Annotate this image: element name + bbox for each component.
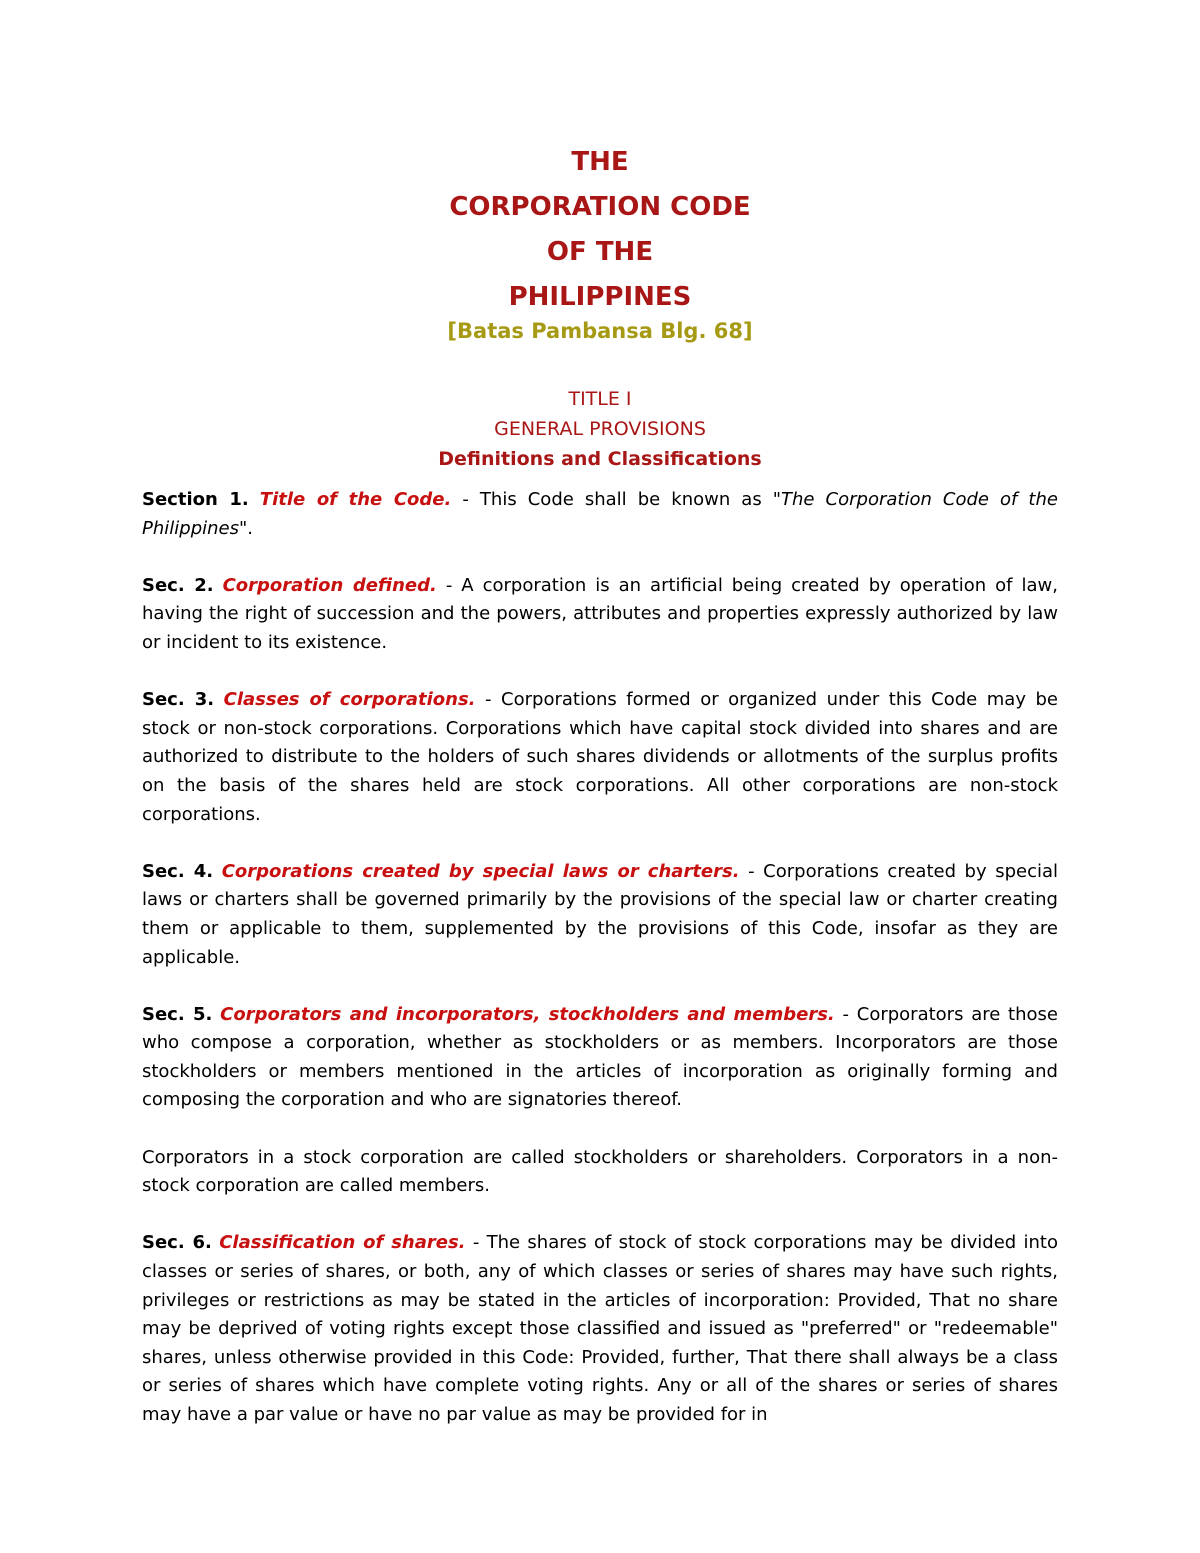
section-label: Sec. 2. (142, 574, 214, 596)
title-line-4: PHILIPPINES (508, 282, 692, 312)
section-4 (142, 858, 1058, 972)
section-text: - The shares of stock of stock corporations may be divided into classes or series of shares, or both, any of which classes or series of shares may have such rights, privileges or restrictions as may be stated in the articles of incorporation: Provided, That no share may be deprived of voting rights except those classified and issued as "preferred" or "redeemable" shares, unless otherwise provided in this Code: Provided, further, That there shall always be a class or series of shares which have complete voting rights. Any or all of the shares or series of shares may have a par value or have no par value as may be provided for in (142, 1232, 1058, 1425)
section-label: Sec. 6. (142, 1232, 212, 1254)
title-line-2: CORPORATION CODE (449, 192, 751, 222)
section-6 (142, 1229, 1058, 1429)
quoted-code-name: The Corporation Code of the Philippines (142, 489, 1058, 539)
section-3 (142, 686, 1058, 829)
title-name: GENERAL PROVISIONS (494, 418, 706, 440)
title-block (0, 384, 1200, 474)
title-number: TITLE I (568, 388, 632, 410)
section-1 (142, 486, 1058, 543)
document-header (0, 140, 1200, 474)
section-label: Sec. 5. (142, 1003, 213, 1025)
section-2 (142, 572, 1058, 658)
section-label: Section 1. (142, 489, 249, 510)
title-line-3: OF THE (546, 237, 654, 267)
section-heading: Corporators and incorporators, stockholders and members. (220, 1003, 835, 1025)
section-label: Sec. 3. (142, 689, 215, 711)
section-5 (142, 1001, 1058, 1115)
section-heading: Corporations created by special laws or charters. (221, 860, 740, 882)
section-heading: Corporation defined. (222, 574, 437, 596)
section-label: Sec. 4. (142, 860, 214, 882)
chapter-name: Definitions and Classifications (438, 448, 762, 470)
section-text: - This Code shall be known as " (451, 489, 782, 510)
section-text: - Corporators are those who compose a corporation, whether as stockholders or as members. Incorporators are those stockholders or members mentioned in the articles of incorporation as originally forming and composing the corporation and who are signatories thereof. (142, 1003, 1058, 1111)
section-text: - Corporations created by special laws or charters shall be governed primarily by the provisions of the special law or charter creating them or applicable to them, supplemented by the provisions of this Code, insofar as they are applicable. (142, 860, 1058, 968)
section-text: - A corporation is an artificial being created by operation of law, having the right of succession and the powers, attributes and properties expressly authorized by law or incident to its existence. (142, 574, 1058, 653)
section-text: - Corporations formed or organized under this Code may be stock or non-stock corporations. Corporations which have capital stock divided into shares and are authorized to distribute to the holders of such shares dividends or allotments of the surplus profits on the basis of the shares held are stock corporations. All other corporations are non-stock corporations. (142, 689, 1058, 825)
section-5-paragraph-2: Corporators in a stock corporation are called stockholders or shareholders. Corporators in a non-stock corporation are called members. (142, 1146, 1058, 1197)
section-heading: Classification of shares. (219, 1232, 466, 1254)
title-line-1: THE (571, 147, 629, 177)
section-text-end: ". (238, 517, 253, 539)
section-heading: Classes of corporations. (223, 689, 476, 711)
law-citation: [Batas Pambansa Blg. 68] (447, 319, 753, 343)
document-body (142, 486, 1058, 1458)
section-heading: Title of the Code. (259, 489, 452, 510)
